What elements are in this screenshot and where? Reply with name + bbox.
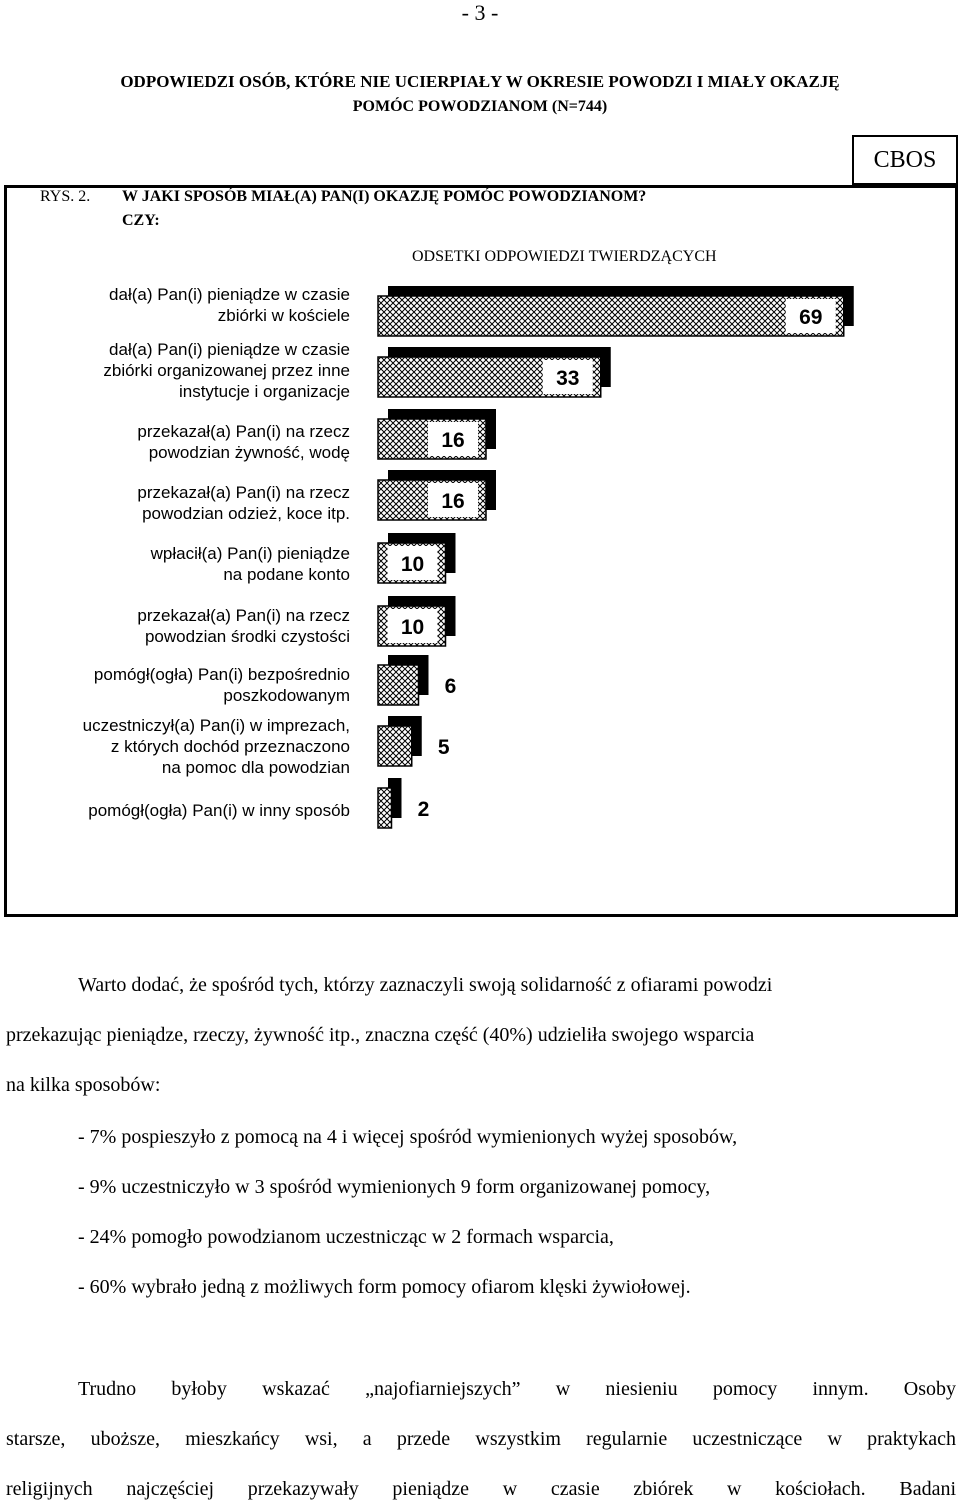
- paragraph1-line2: przekazując pieniądze, rzeczy, żywność itp., znaczna część (40%) udzieliła swojego wsparcia: [6, 1024, 755, 1046]
- bar: [378, 470, 496, 520]
- category-label-line: dał(a) Pan(i) pieniądze w czasie: [109, 339, 350, 359]
- category-label-line: przekazał(a) Pan(i) na rzecz: [137, 483, 350, 502]
- category-label-line: powodzian żywność, wodę: [148, 443, 350, 462]
- category-label-line: uczestniczył(a) Pan(i) w imprezach,: [82, 715, 350, 735]
- bullet-item: - 24% pomogło powodzianom uczestnicząc w 2 formach wsparcia,: [78, 1226, 614, 1248]
- value-label: 10: [400, 553, 425, 576]
- category-label-line: poszkodowanym: [223, 686, 350, 705]
- bar: [378, 286, 854, 336]
- paragraph2-line2: starsze, uboższe, mieszkańcy wsi, a przede wszystkim regularnie uczestniczące w praktykach: [6, 1428, 956, 1450]
- bar-face: [378, 788, 392, 828]
- value-label: 33: [556, 367, 580, 390]
- page-heading-line1: ODPOWIEDZI OSÓB, KTÓRE NIE UCIERPIAŁY W OKRESIE POWODZI I MIAŁY OKAZJĘ: [120, 72, 840, 91]
- category-label-line: instytucje i organizacje: [178, 381, 350, 401]
- category-label-line: przekazał(a) Pan(i) na rzecz: [137, 606, 350, 625]
- figure-question-czy: CZY:: [122, 212, 160, 229]
- bar: [378, 655, 456, 705]
- value-label: 69: [799, 306, 823, 329]
- bar: [378, 347, 611, 397]
- value-label: 2: [417, 798, 430, 821]
- value-label: 16: [441, 429, 465, 452]
- category-label-line: z których dochód przeznaczono: [110, 736, 350, 756]
- bar: [378, 409, 496, 459]
- bar: [378, 533, 456, 583]
- category-label-line: wpłacił(a) Pan(i) pieniądze: [150, 544, 350, 563]
- category-label-line: powodzian odzież, koce itp.: [142, 504, 350, 523]
- bar: [378, 716, 450, 766]
- category-label-line: dał(a) Pan(i) pieniądze w czasie: [109, 285, 350, 304]
- category-label-line: powodzian środki czystości: [144, 627, 350, 646]
- bar: [378, 596, 456, 646]
- bullet-item: - 7% pospieszyło z pomocą na 4 i więcej spośród wymienionych wyżej sposobów,: [78, 1126, 738, 1148]
- category-label-line: pomógł(ogła) Pan(i) w inny sposób: [88, 800, 350, 820]
- figure-question: W JAKI SPOSÓB MIAŁ(A) PAN(I) OKAZJĘ POMÓC POWODZIANOM?: [122, 188, 647, 205]
- value-label: 10: [400, 616, 425, 639]
- category-label-line: na pomoc dla powodzian: [161, 757, 350, 777]
- paragraph2-line3: religijnych najczęściej przekazywały pieniądze w czasie zbiórek w kościołach. Badani: [6, 1478, 956, 1500]
- page-number: - 3 -: [461, 0, 499, 25]
- chart-subheading: ODSETKI ODPOWIEDZI TWIERDZĄCYCH: [412, 248, 717, 265]
- category-label-line: na podane konto: [223, 565, 350, 584]
- bar: [378, 778, 429, 828]
- paragraph2-line1: Trudno byłoby wskazać „najofiarniejszych” w niesieniu pomocy innym. Osoby: [78, 1378, 956, 1400]
- bullet-item: - 60% wybrało jedną z możliwych form pomocy ofiarom klęski żywiołowej.: [78, 1276, 691, 1298]
- paragraph1-line1: Warto dodać, że spośród tych, którzy zaznaczyli swoją solidarność z ofiarami powodzi: [78, 974, 773, 996]
- bullet-item: - 9% uczestniczyło w 3 spośród wymienionych 9 form organizowanej pomocy,: [78, 1176, 711, 1198]
- bar-face: [378, 296, 844, 336]
- category-label-line: pomógł(ogła) Pan(i) bezpośrednio: [93, 665, 350, 684]
- page-heading-line2: POMÓC POWODZIANOM (N=744): [352, 98, 608, 115]
- category-label-line: przekazał(a) Pan(i) na rzecz: [137, 422, 350, 441]
- figure-label: RYS. 2.: [40, 188, 91, 205]
- value-label: 6: [444, 675, 457, 698]
- category-label-line: zbiórki w kościele: [217, 306, 350, 325]
- paragraph1-line3: na kilka sposobów:: [6, 1074, 161, 1096]
- value-label: 16: [441, 490, 465, 513]
- value-label: 5: [437, 736, 450, 759]
- bar-face: [378, 665, 419, 705]
- bar-face: [378, 726, 412, 766]
- source-badge: CBOS: [852, 135, 958, 185]
- category-label-line: zbiórki organizowanej przez inne: [103, 360, 350, 380]
